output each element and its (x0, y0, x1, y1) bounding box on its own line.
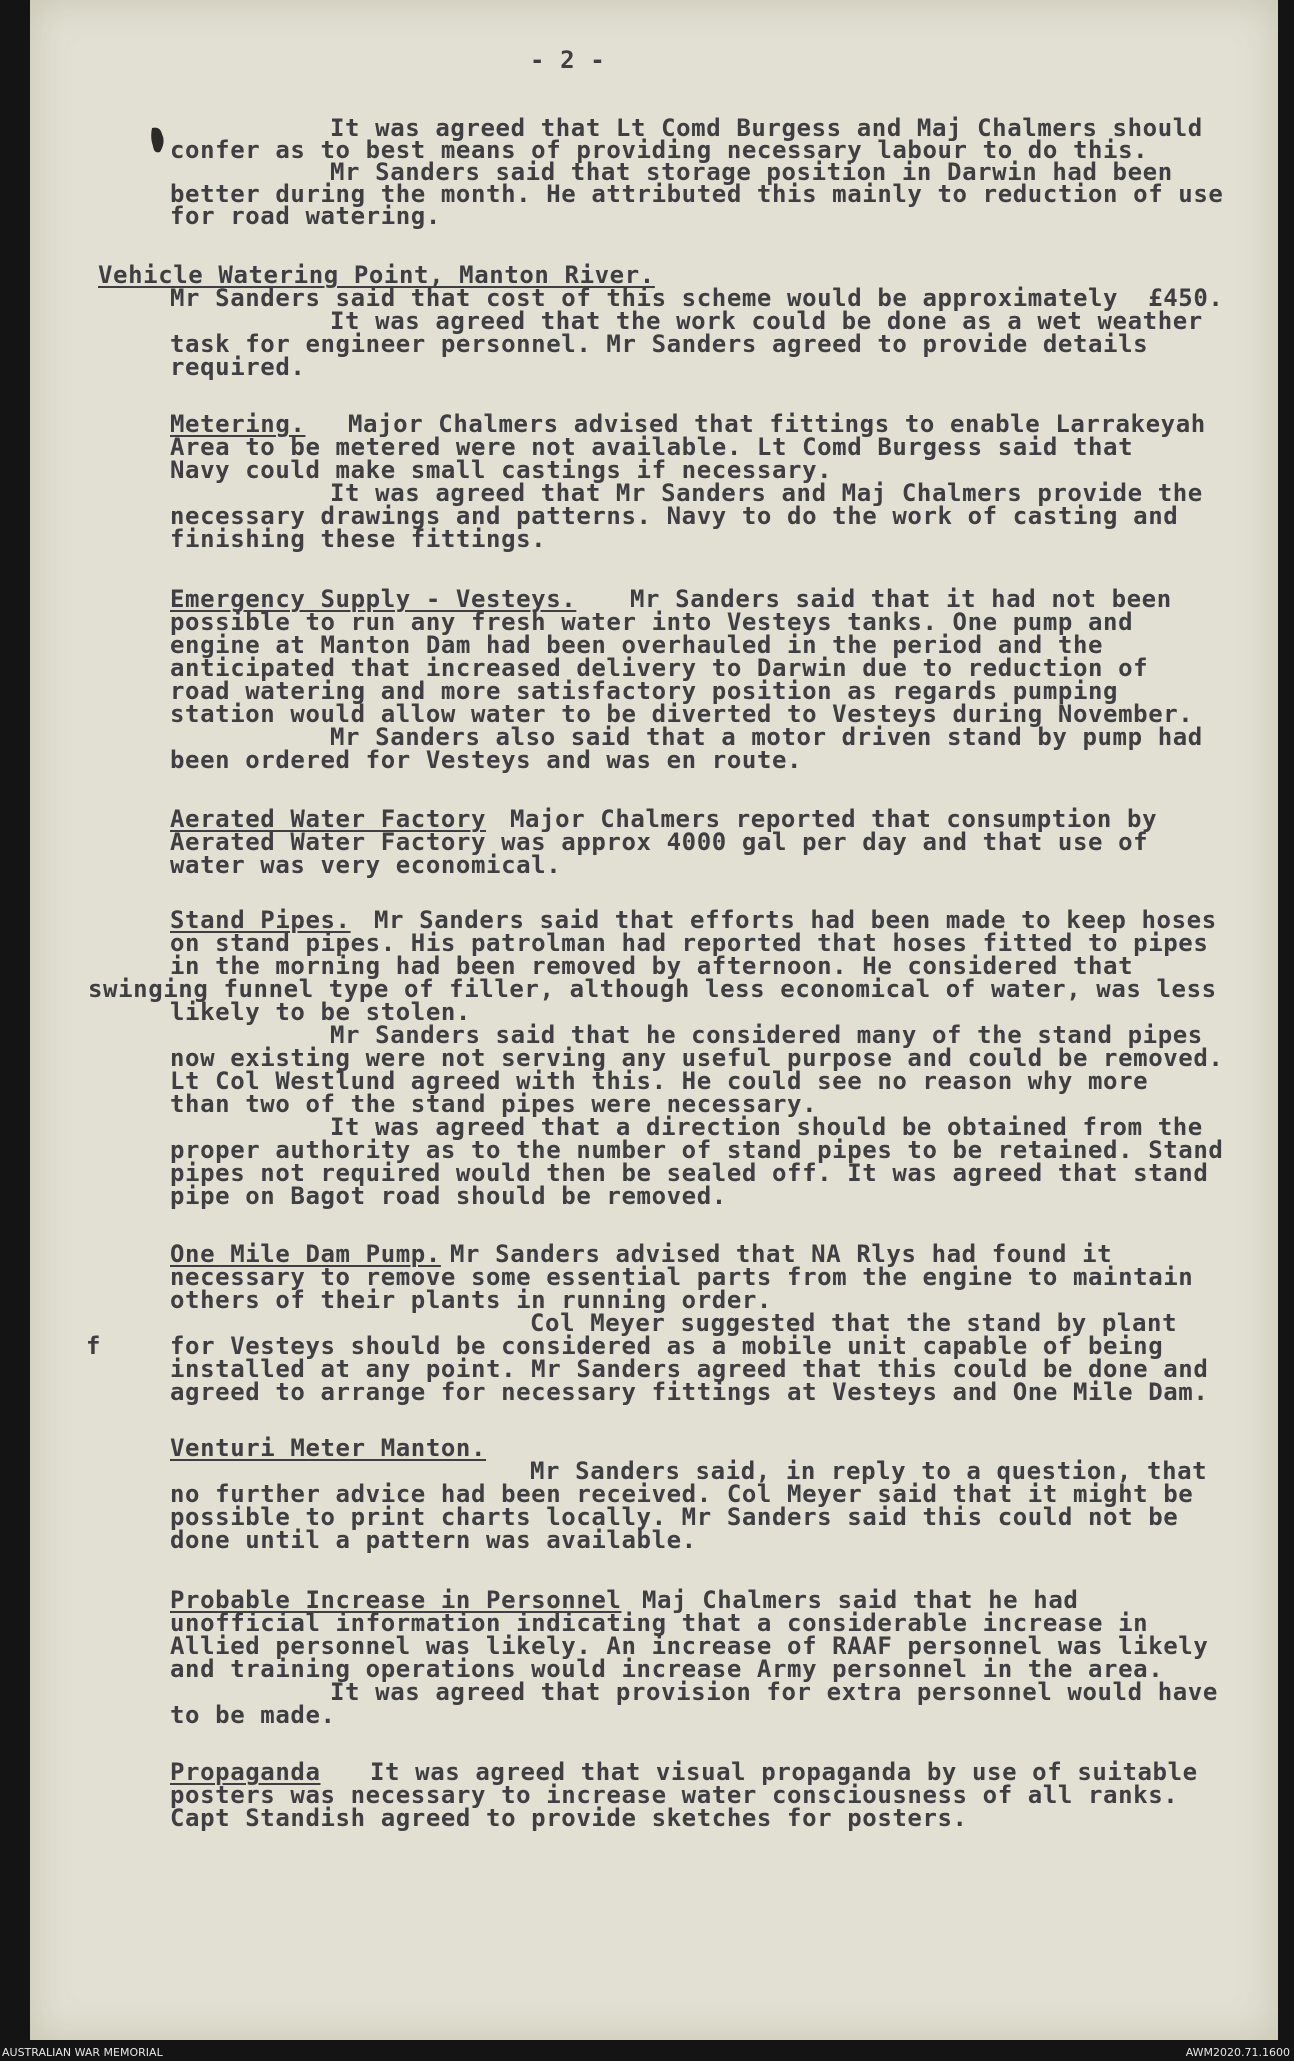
text-line: now existing were not serving any useful purpose and could be removed. (170, 1044, 1224, 1072)
text-line: for road watering. (170, 202, 441, 230)
text-line: necessary drawings and patterns. Navy to do the work of casting and (170, 502, 1179, 530)
text-line: Capt Standish agreed to provide sketches for posters. (170, 1804, 968, 1832)
section-heading-vehicle-watering: Vehicle Watering Point, Manton River. (98, 261, 655, 289)
text-line: likely to be stolen. (170, 998, 471, 1026)
page-number: - 2 - (530, 46, 606, 74)
text-line: done until a pattern was available. (170, 1526, 697, 1554)
text-line: Mr Sanders said that storage position in Darwin had been (330, 158, 1173, 186)
text-line: than two of the stand pipes were necessary. (170, 1090, 818, 1118)
text-line: finishing these fittings. (170, 525, 547, 553)
text-line: It was agreed that the work could be done as a wet weather (330, 307, 1203, 335)
text-line: Major Chalmers reported that consumption by (510, 805, 1158, 833)
text-line: pipe on Bagot road should be removed. (170, 1182, 727, 1210)
text-line: road watering and more satisfactory position as regards pumping (170, 677, 1119, 705)
section-heading-venturi-meter: Venturi Meter Manton. (170, 1434, 487, 1462)
text-line: It was agreed that provision for extra personnel would have (330, 1678, 1218, 1706)
section-heading-one-mile-dam: One Mile Dam Pump. (170, 1240, 441, 1268)
text-line: and training operations would increase Army personnel in the area. (170, 1655, 1164, 1683)
text-line: Major Chalmers advised that fittings to enable Larrakeyah (348, 410, 1206, 438)
text-line: Mr Sanders also said that a motor driven stand by pump had (330, 723, 1203, 751)
text-line: Navy could make small castings if necessary. (170, 456, 833, 484)
text-line: pipes not required would then be sealed off. It was agreed that stand (170, 1159, 1209, 1187)
text-line: necessary to remove some essential parts from the engine to maintain (170, 1263, 1194, 1291)
text-line: Lt Col Westlund agreed with this. He could see no reason why more (170, 1067, 1149, 1095)
text-line: others of their plants in running order. (170, 1286, 772, 1314)
text-line: It was agreed that Mr Sanders and Maj Chalmers provide the (330, 479, 1203, 507)
text-line: for Vesteys should be considered as a mobile unit capable of being (170, 1332, 1164, 1360)
text-line: engine at Manton Dam had been overhauled in the period and the (170, 631, 1104, 659)
margin-mark: f (86, 1332, 102, 1360)
text-line: task for engineer personnel. Mr Sanders agreed to provide details (170, 330, 1149, 358)
text-line: proper authority as to the number of stand pipes to be retained. Stand (170, 1136, 1224, 1164)
text-line: required. (170, 353, 306, 381)
text-line: been ordered for Vesteys and was en route. (170, 746, 803, 774)
text-line: Area to be metered were not available. Lt Comd Burgess said that (170, 433, 1134, 461)
text-line: Mr Sanders said that he considered many of the stand pipes (330, 1021, 1203, 1049)
section-heading-stand-pipes: Stand Pipes. (170, 906, 351, 934)
text-line: possible to run any fresh water into Vesteys tanks. One pump and (170, 608, 1134, 636)
text-line: Allied personnel was likely. An increase of RAAF personnel was likely (170, 1632, 1209, 1660)
footer-credit: AUSTRALIAN WAR MEMORIAL (2, 2046, 163, 2059)
text-line: unofficial information indicating that a considerable increase in (170, 1609, 1149, 1637)
section-heading-emergency-supply: Emergency Supply - Vesteys. (170, 585, 577, 613)
text-line: to be made. (170, 1701, 336, 1729)
text-line: Mr Sanders said that efforts had been made to keep hoses (374, 906, 1217, 934)
document-page (30, 0, 1278, 2040)
section-heading-probable-increase: Probable Increase in Personnel (170, 1586, 622, 1614)
text-line: no further advice had been received. Col Meyer said that it might be (170, 1480, 1194, 1508)
text-line: station would allow water to be diverted to Vesteys during November. (170, 700, 1194, 728)
text-line: in the morning had been removed by afternoon. He considered that (170, 952, 1134, 980)
text-line: Maj Chalmers said that he had (642, 1586, 1079, 1614)
footer-accession-number: AWM2020.71.1600 (1185, 2046, 1290, 2059)
text-line: Aerated Water Factory was approx 4000 gal per day and that use of (170, 828, 1149, 856)
text-line: Mr Sanders said that it had not been (630, 585, 1172, 613)
text-line: agreed to arrange for necessary fittings at Vesteys and One Mile Dam. (170, 1378, 1209, 1406)
text-line: It was agreed that a direction should be obtained from the (330, 1113, 1203, 1141)
punch-hole-mark (148, 126, 168, 156)
text-line: water was very economical. (170, 851, 562, 879)
text-line: posters was necessary to increase water consciousness of all ranks. (170, 1781, 1179, 1809)
text-line: on stand pipes. His patrolman had reported that hoses fitted to pipes (170, 929, 1209, 957)
text-line: better during the month. He attributed this mainly to reduction of use (170, 180, 1224, 208)
section-heading-metering: Metering. (170, 410, 306, 438)
text-line: possible to print charts locally. Mr Sanders said this could not be (170, 1503, 1179, 1531)
text-line: anticipated that increased delivery to Darwin due to reduction of (170, 654, 1149, 682)
text-line: Mr Sanders said that cost of this scheme would be approximately £450. (170, 284, 1224, 312)
text-line: installed at any point. Mr Sanders agreed that this could be done and (170, 1355, 1209, 1383)
text-line: confer as to best means of providing necessary labour to do this. (170, 136, 1149, 164)
section-heading-aerated-water: Aerated Water Factory (170, 805, 487, 833)
text-line: It was agreed that Lt Comd Burgess and Maj Chalmers should (330, 114, 1203, 142)
text-line: Mr Sanders advised that NA Rlys had found it (450, 1240, 1113, 1268)
text-line: It was agreed that visual propaganda by use of suitable (370, 1758, 1198, 1786)
text-line: swinging funnel type of filler, although less economical of water, was less (88, 975, 1217, 1003)
text-line: Col Meyer suggested that the stand by plant (530, 1309, 1178, 1337)
text-line: Mr Sanders said, in reply to a question, that (530, 1457, 1208, 1485)
section-heading-propaganda: Propaganda (170, 1758, 321, 1786)
